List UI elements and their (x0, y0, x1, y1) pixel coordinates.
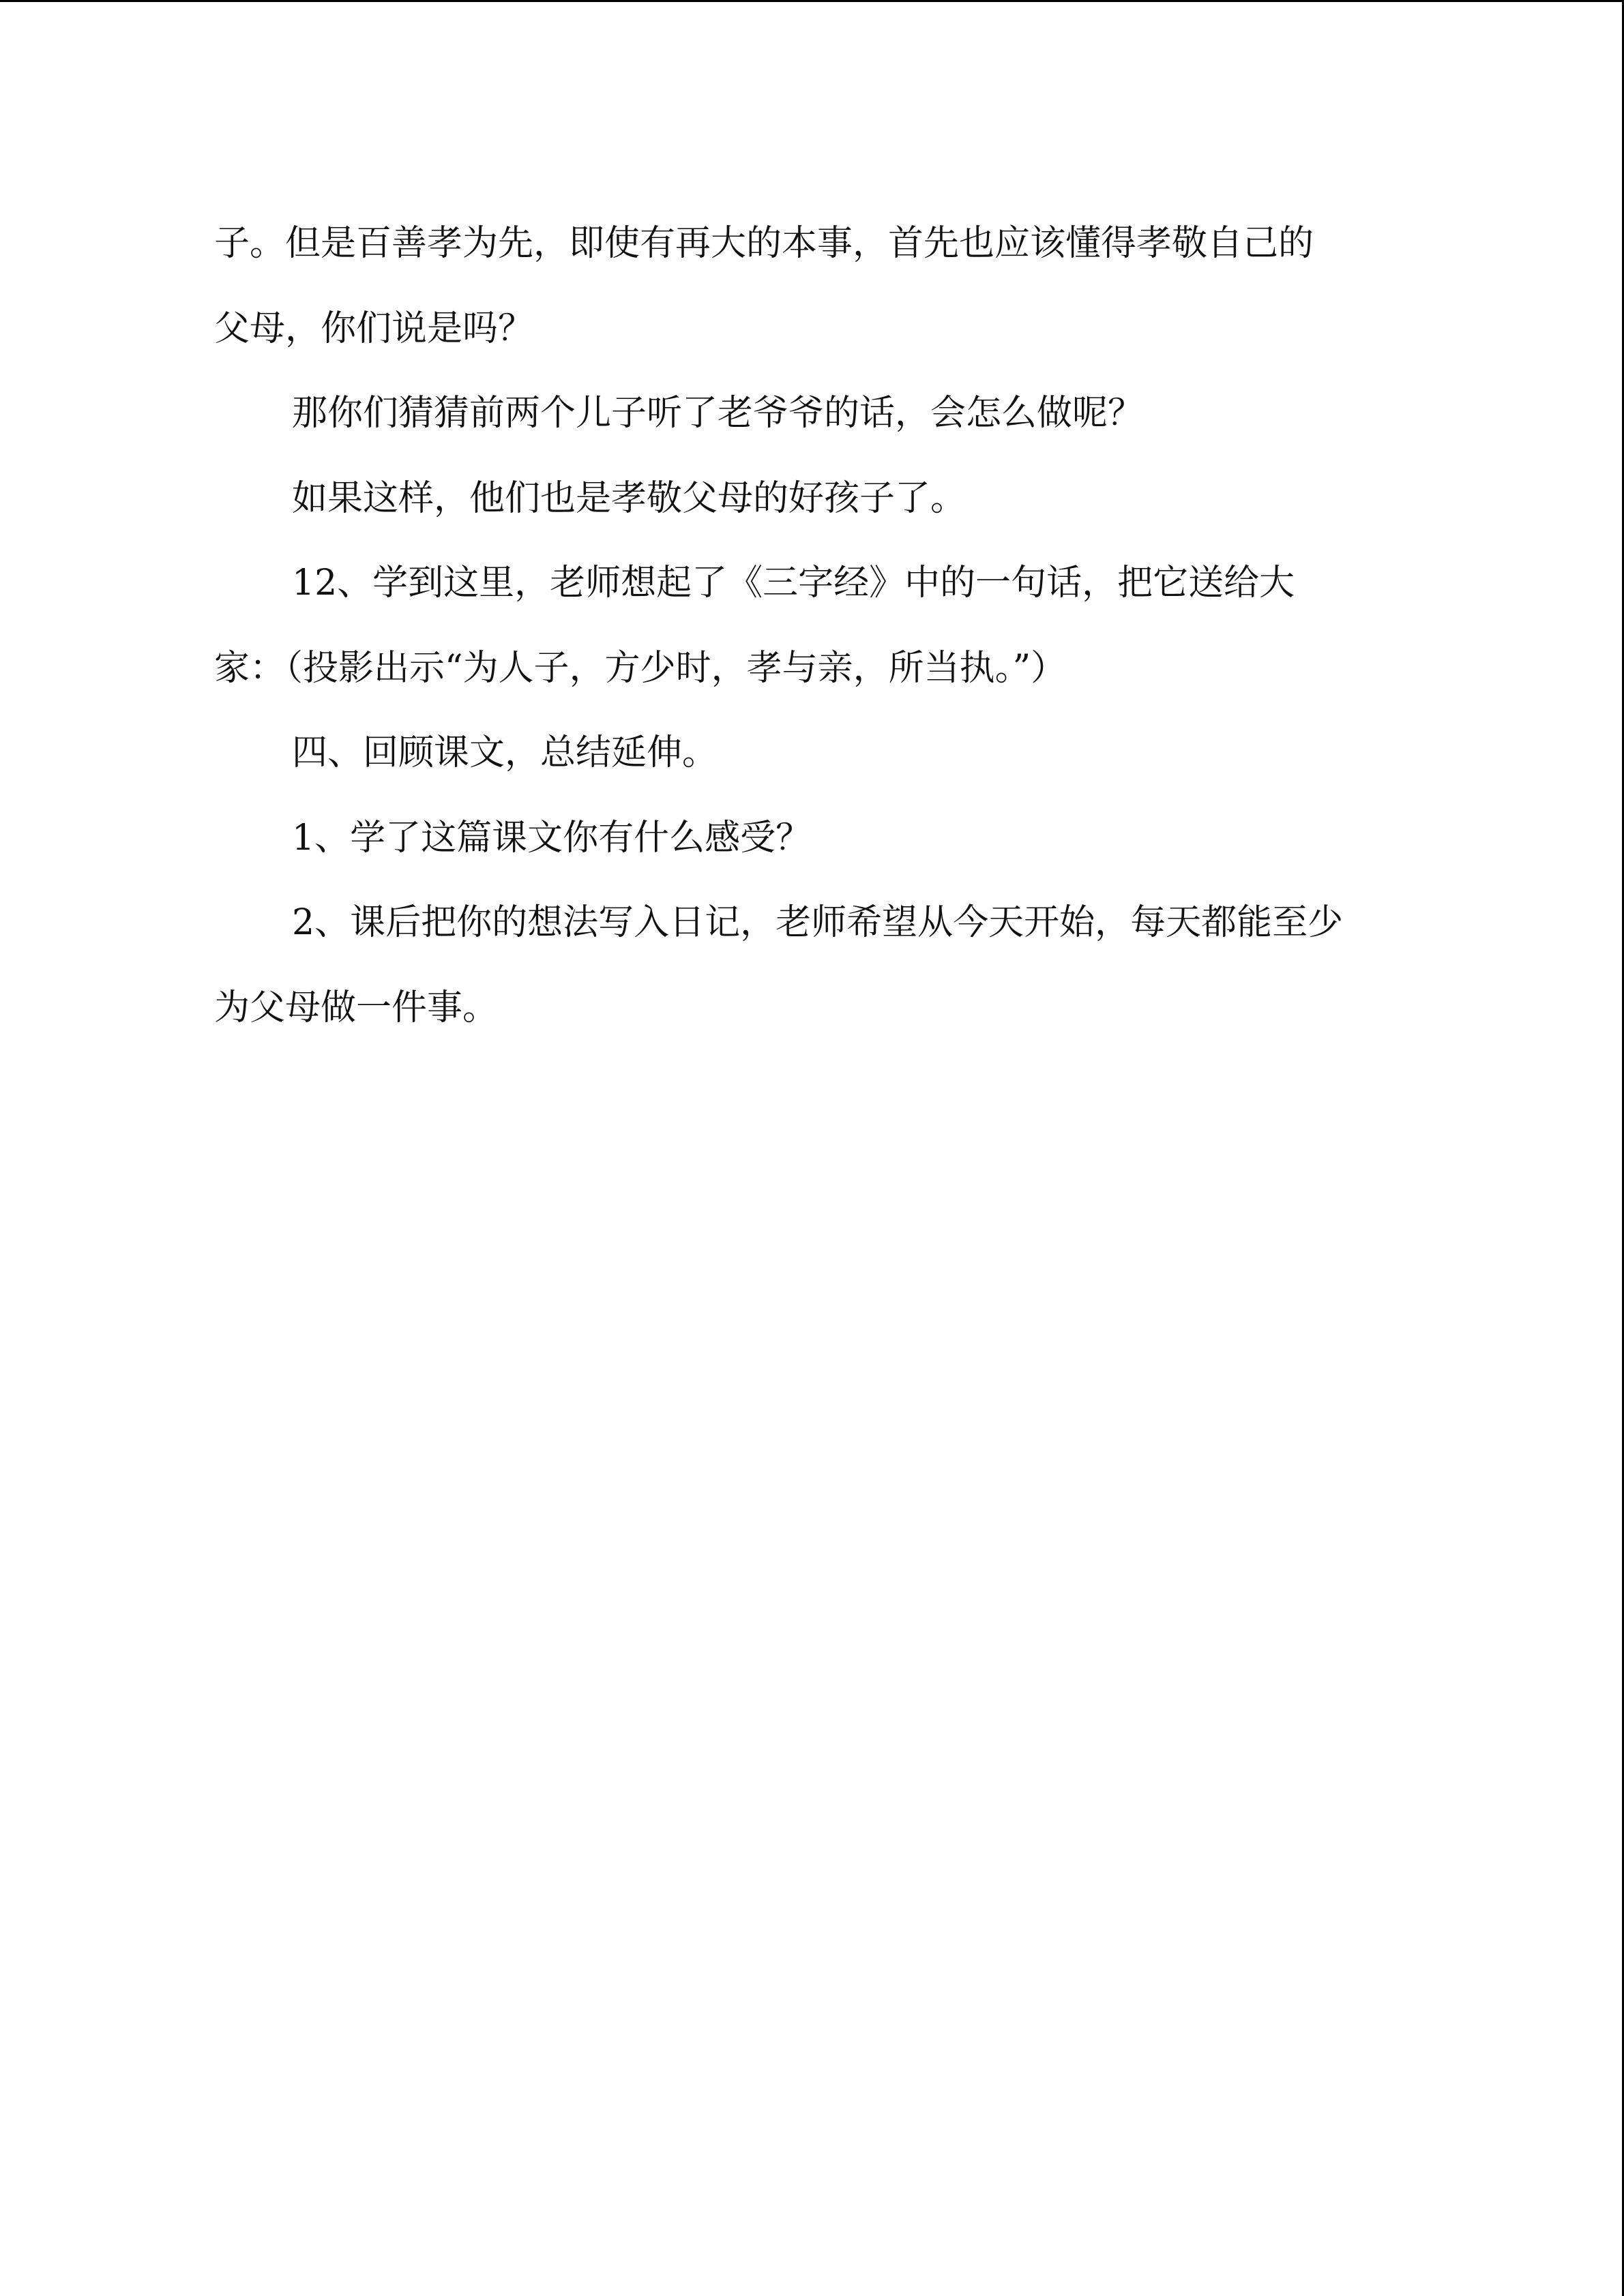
text-line: 那你们猜猜前两个儿子听了老爷爷的话，会怎么做呢？ (292, 393, 1144, 434)
text-line: 父母，你们说是吗？ (214, 308, 534, 349)
text-line: 1、学了这篇课文你有什么感受？ (292, 817, 812, 859)
section-heading: 四、回顾课文，总结延伸。 (292, 732, 718, 773)
text-line: 为父母做一件事。 (214, 987, 499, 1028)
text-line: 家：（投影出示“为人子，方少时，孝与亲，所当执。”） (214, 647, 1067, 689)
text-line: 2、课后把你的想法写入日记，老师希望从今天开始，每天都能至少 (292, 902, 1344, 943)
document-body (214, 201, 1421, 1050)
text-line: 如果这样，他们也是孝敬父母的好孩子了。 (292, 477, 966, 519)
text-line: 12、学到这里，老师想起了《三字经》中的一句话，把它送给大 (292, 563, 1295, 603)
text-line: 子。但是百善孝为先，即使有再大的本事，首先也应该懂得孝敬自己的 (214, 223, 1314, 264)
